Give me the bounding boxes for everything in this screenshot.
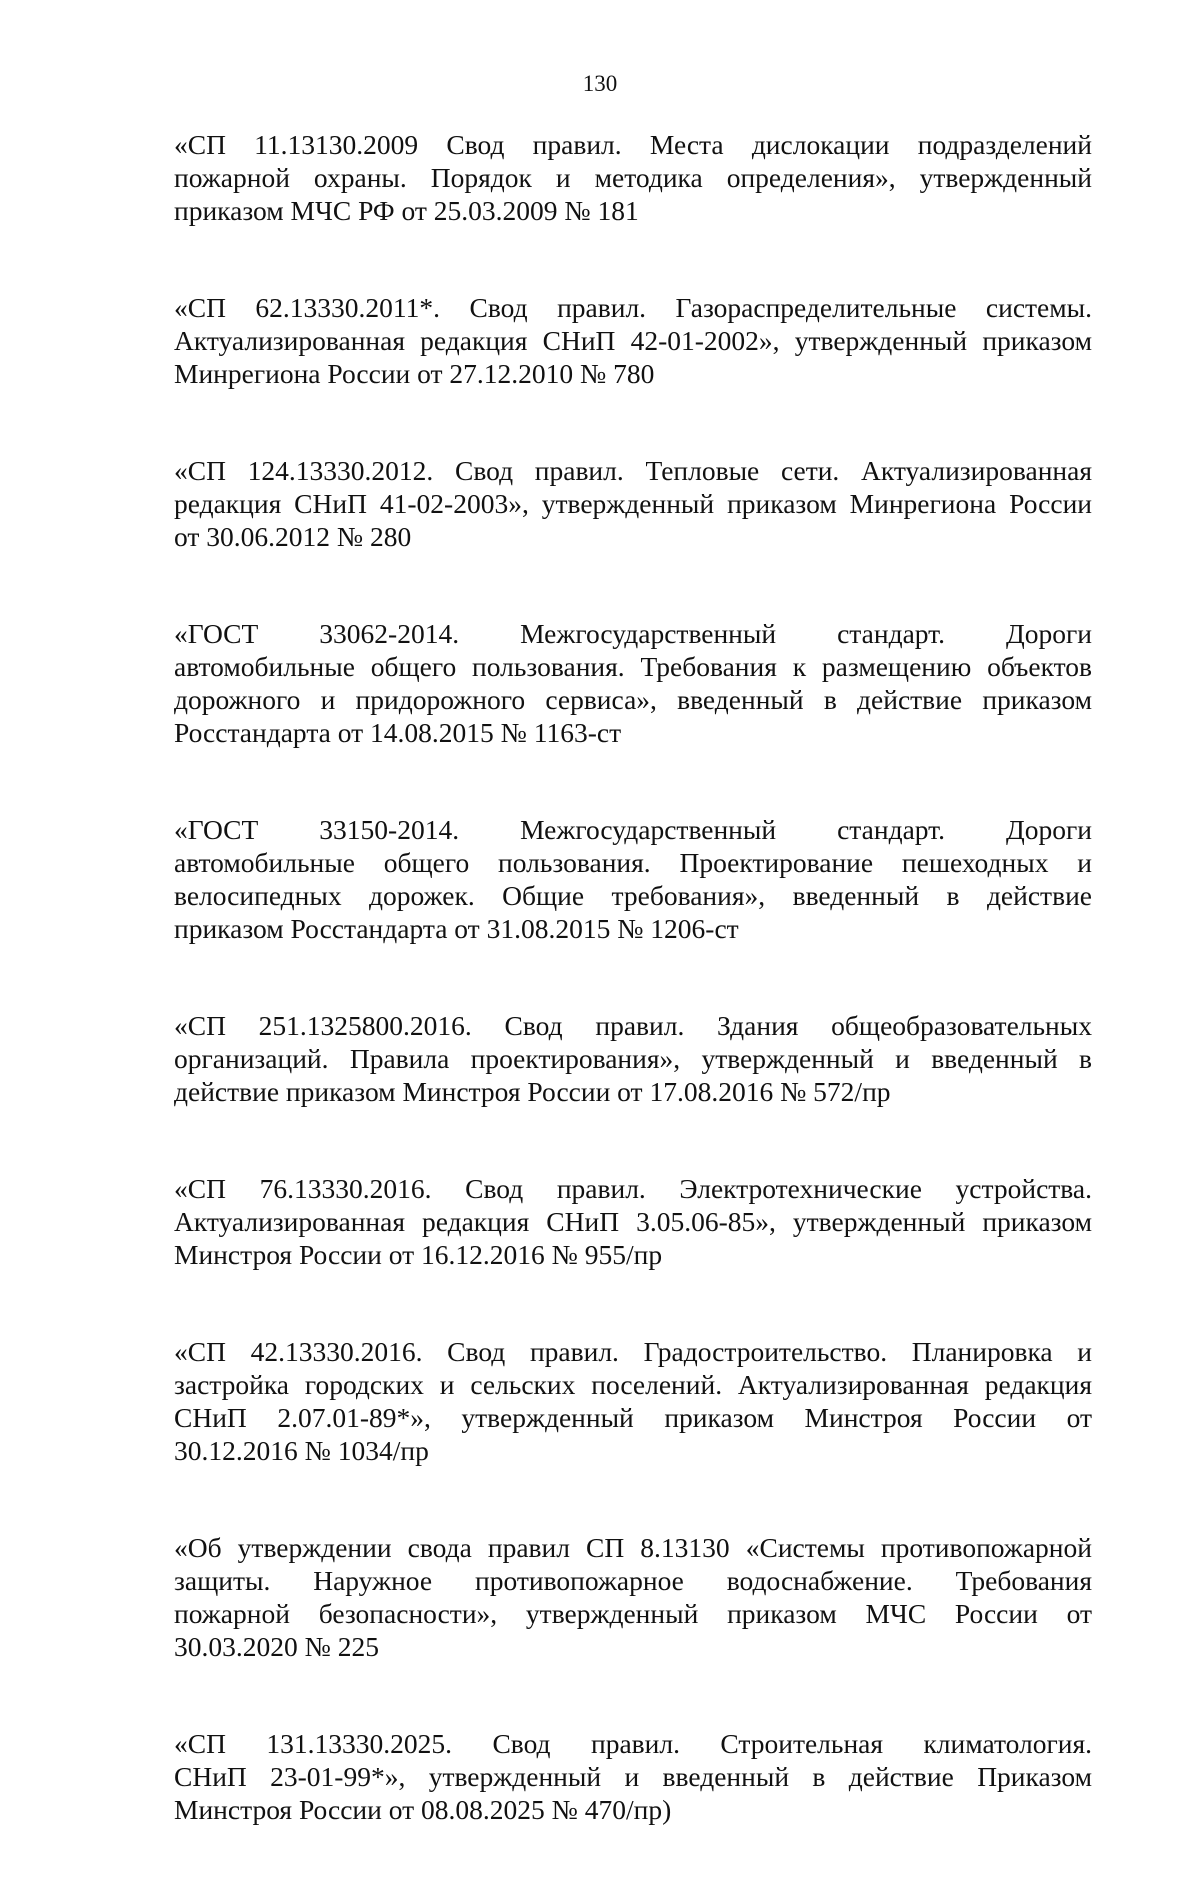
regulation-entry — [174, 1727, 1092, 1826]
regulation-list — [174, 128, 1092, 1890]
entry-line: «СП 76.13330.2016. Свод правил. Электротехнические устройства. — [174, 1173, 1092, 1204]
regulation-entry — [174, 454, 1092, 553]
regulation-entry — [174, 1531, 1092, 1663]
entry-line: защиты. Наружное противопожарное водоснабжение. Требования — [174, 1565, 1092, 1596]
entry-line: Минстроя России от 08.08.2025 № 470/пр) — [174, 1794, 672, 1825]
entry-line: пожарной безопасности», утвержденный приказом МЧС России от — [174, 1598, 1092, 1629]
entry-line: «СП 124.13330.2012. Свод правил. Тепловые сети. Актуализированная — [174, 455, 1092, 486]
regulation-entry — [174, 291, 1092, 390]
entry-line: «ГОСТ 33150-2014. Межгосударственный стандарт. Дороги — [174, 814, 1092, 845]
entry-line: «Об утверждении свода правил СП 8.13130 «Системы противопожарной — [174, 1532, 1092, 1563]
entry-line: СНиП 23-01-99*», утвержденный и введенный в действие Приказом — [174, 1761, 1092, 1792]
entry-line: застройка городских и сельских поселений. Актуализированная редакция — [174, 1369, 1092, 1400]
regulation-entry — [174, 1172, 1092, 1271]
entry-line: пожарной охраны. Порядок и методика определения», утвержденный — [174, 162, 1092, 193]
entry-line: «ГОСТ 33062-2014. Межгосударственный стандарт. Дороги — [174, 618, 1092, 649]
page-number: 130 — [582, 71, 618, 96]
entry-line: велосипедных дорожек. Общие требования», введенный в действие — [174, 880, 1092, 911]
entry-line: дорожного и придорожного сервиса», введенный в действие приказом — [174, 684, 1092, 715]
entry-line: действие приказом Минстроя России от 17.08.2016 № 572/пр — [174, 1076, 891, 1107]
entry-line: приказом Росстандарта от 31.08.2015 № 1206-ст — [174, 913, 739, 944]
entry-line: 30.03.2020 № 225 — [174, 1631, 379, 1662]
entry-line: Росстандарта от 14.08.2015 № 1163-ст — [174, 717, 622, 748]
regulation-entry — [174, 1335, 1092, 1467]
entry-line: от 30.06.2012 № 280 — [174, 521, 412, 552]
entry-line: «СП 251.1325800.2016. Свод правил. Здания общеобразовательных — [174, 1010, 1092, 1041]
entry-line: организаций. Правила проектирования», утвержденный и введенный в — [174, 1043, 1092, 1074]
regulation-entry — [174, 1009, 1092, 1108]
regulation-entry — [174, 813, 1092, 945]
entry-line: Актуализированная редакция СНиП 3.05.06-85», утвержденный приказом — [174, 1206, 1092, 1237]
entry-line: автомобильные общего пользования. Проектирование пешеходных и — [174, 847, 1092, 878]
entry-line: Актуализированная редакция СНиП 42-01-2002», утвержденный приказом — [174, 325, 1092, 356]
entry-line: «СП 131.13330.2025. Свод правил. Строительная климатология. — [174, 1728, 1092, 1759]
entry-line: СНиП 2.07.01-89*», утвержденный приказом Минстроя России от — [174, 1402, 1092, 1433]
entry-line: Минстроя России от 16.12.2016 № 955/пр — [174, 1239, 663, 1270]
regulation-entry — [174, 617, 1092, 749]
entry-line: автомобильные общего пользования. Требования к размещению объектов — [174, 651, 1092, 682]
entry-line: приказом МЧС РФ от 25.03.2009 № 181 — [174, 195, 639, 226]
entry-line: «СП 42.13330.2016. Свод правил. Градостроительство. Планировка и — [174, 1336, 1092, 1367]
entry-line: «СП 11.13130.2009 Свод правил. Места дислокации подразделений — [174, 129, 1092, 160]
regulation-entry — [174, 128, 1092, 227]
entry-line: редакция СНиП 41-02-2003», утвержденный приказом Минрегиона России — [174, 488, 1092, 519]
entry-line: «СП 62.13330.2011*. Свод правил. Газораспределительные системы. — [174, 292, 1092, 323]
entry-line: Минрегиона России от 27.12.2010 № 780 — [174, 358, 655, 389]
entry-line: 30.12.2016 № 1034/пр — [174, 1435, 429, 1466]
